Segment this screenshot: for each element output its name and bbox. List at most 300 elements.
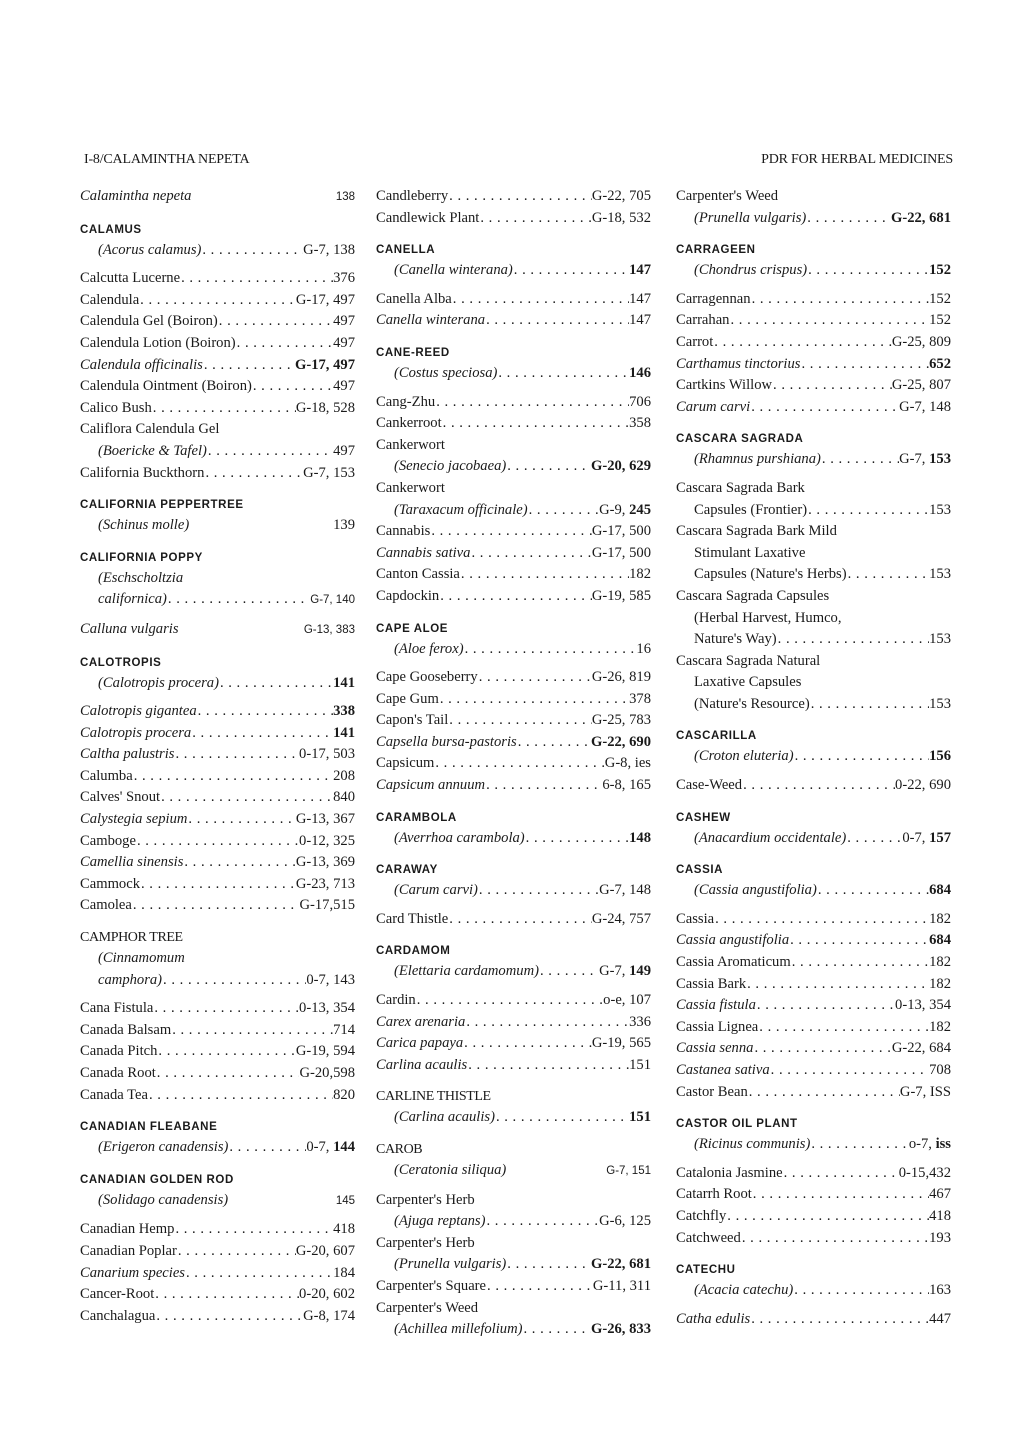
- index-entry: [676, 1038, 951, 1060]
- index-term-line: Cankerwort: [376, 479, 445, 496]
- dot-leader: [810, 1134, 908, 1156]
- index-page-ref: 151: [629, 1056, 651, 1073]
- dot-leader: [191, 723, 333, 745]
- monograph-heading: CASCARA SAGRADA: [676, 433, 804, 446]
- index-entry-line: [80, 1041, 355, 1063]
- index-page-ref: 16: [636, 640, 651, 657]
- index-term: Cang-Zhu: [376, 393, 436, 410]
- index-page-ref: 714: [333, 1021, 355, 1038]
- index-term: Caltha palustris: [80, 746, 175, 763]
- index-term: Carpenter's Square: [376, 1277, 487, 1294]
- index-term: (Calotropis procera): [98, 674, 219, 691]
- dot-leader: [219, 673, 333, 695]
- dot-leader: [207, 441, 333, 463]
- dot-leader: [817, 880, 929, 902]
- index-entry: [376, 289, 651, 311]
- index-entry: [376, 1033, 651, 1055]
- index-page-ref: 163: [929, 1282, 951, 1299]
- index-entry-line: [376, 639, 651, 661]
- index-term-line: Stimulant Laxative: [694, 544, 806, 561]
- index-term: Carica papaya: [376, 1035, 464, 1052]
- index-term: Cassia senna: [676, 1040, 754, 1057]
- index-entry: [80, 1219, 355, 1241]
- index-page-ref: 184: [333, 1264, 355, 1281]
- index-page-bold: 245: [629, 501, 651, 518]
- index-entry: [676, 1309, 951, 1331]
- dot-leader: [770, 1060, 929, 1082]
- monograph-entry: [676, 429, 951, 471]
- dot-leader: [171, 1020, 333, 1042]
- index-page-ref: 147: [629, 262, 651, 279]
- index-term: Cassia Bark: [676, 975, 747, 992]
- index-page-ref: 0-15,432: [898, 1164, 951, 1181]
- index-term: Camboge: [80, 832, 136, 849]
- index-term: Calico Bush: [80, 399, 152, 416]
- index-entry-line: [676, 930, 951, 952]
- index-entry: [376, 1190, 651, 1233]
- index-page-ref: G-22, 681: [891, 209, 951, 226]
- index-entry-line: [80, 998, 355, 1020]
- index-entry: [376, 543, 651, 565]
- dot-leader: [750, 397, 899, 419]
- dot-leader: [435, 392, 629, 414]
- dot-leader: [517, 732, 591, 754]
- index-entry-line: [80, 1241, 355, 1263]
- index-page-ref: 447: [929, 1310, 951, 1327]
- dot-leader: [789, 930, 929, 952]
- dot-leader: [218, 311, 333, 333]
- index-entry-line: [80, 463, 355, 485]
- dot-leader: [495, 1107, 629, 1129]
- index-entry-line: [376, 1107, 651, 1129]
- dot-leader: [513, 260, 629, 282]
- dot-leader: [807, 260, 929, 282]
- index-entry-line: [80, 1020, 355, 1042]
- index-page-ref: G-7, 153: [303, 464, 355, 481]
- index-entry-line: [676, 1038, 951, 1060]
- dot-leader: [236, 333, 333, 355]
- dot-leader: [793, 1280, 929, 1302]
- index-entry-line: [376, 363, 651, 385]
- dot-leader: [439, 689, 629, 711]
- index-entry-line: [676, 354, 951, 376]
- index-term: Canadian Poplar: [80, 1242, 177, 1259]
- index-page-ref: 151: [629, 1109, 651, 1126]
- monograph-entry: [376, 941, 651, 983]
- dot-leader: [742, 775, 895, 797]
- index-entry-line: [80, 701, 355, 723]
- index-term: Calves' Snout: [80, 789, 161, 806]
- index-page-ref: 708: [929, 1062, 951, 1078]
- dot-leader: [162, 970, 306, 992]
- index-page-ref: 182: [929, 954, 951, 971]
- index-entry-line: [80, 766, 355, 788]
- index-term: Cape Gum: [376, 690, 439, 707]
- index-page-ref: 152: [929, 312, 951, 329]
- index-page-ref: G-8, 174: [303, 1307, 355, 1324]
- index-page-bold: 144: [333, 1139, 355, 1156]
- index-term: Case-Weed: [676, 777, 743, 794]
- index-term: Canella winterana: [376, 312, 486, 329]
- index-entry-line: [80, 515, 355, 537]
- dot-leader: [713, 332, 892, 354]
- dot-leader: [160, 787, 333, 809]
- index-term: (Ajuga reptans): [394, 1213, 486, 1230]
- monograph-heading: CANADIAN GOLDEN ROD: [80, 1173, 234, 1186]
- index-term: Capon's Tail: [376, 712, 449, 729]
- index-entry: [376, 990, 651, 1012]
- monograph-heading: CALIFORNIA PEPPERTREE: [80, 499, 244, 512]
- index-term: Camellia sinensis: [80, 854, 184, 871]
- index-entry: [80, 1063, 355, 1085]
- dot-leader: [228, 1137, 306, 1159]
- monograph-heading: CASTOR OIL PLANT: [676, 1118, 798, 1131]
- index-entry-line: [676, 397, 951, 419]
- index-term: Carum carvi: [676, 398, 751, 415]
- index-entry: [376, 1276, 651, 1298]
- dot-leader: [522, 1319, 591, 1341]
- index-term: Capsicum: [376, 755, 435, 772]
- dot-leader: [751, 289, 930, 311]
- index-term: Calcutta Lucerne: [80, 270, 181, 287]
- index-entry: [676, 909, 951, 931]
- dot-leader: [470, 543, 591, 565]
- index-entry: [376, 775, 651, 797]
- index-page-ref: G-18, 528: [295, 399, 355, 416]
- index-entry: [676, 1228, 951, 1250]
- index-page-ref: 153: [929, 631, 951, 648]
- index-page-ref: G-20,598: [299, 1065, 355, 1081]
- index-page-ref: G-11, 311: [592, 1277, 651, 1294]
- index-entry: [80, 831, 355, 853]
- index-entry-line: [376, 310, 651, 332]
- dot-leader: [452, 289, 629, 311]
- index-page-ref: 497: [333, 313, 355, 330]
- dot-leader: [794, 746, 930, 768]
- index-page-ref: 467: [929, 1186, 951, 1203]
- monograph-entry: [80, 548, 355, 612]
- index-term: (Carum carvi): [394, 882, 478, 899]
- index-term: Cancer-Root: [80, 1286, 155, 1303]
- index-term: (Croton eluteria): [694, 748, 794, 765]
- monograph-entry: [376, 808, 651, 850]
- monograph-entry: [80, 220, 355, 262]
- index-page-ref: G-24, 757: [591, 910, 651, 927]
- index-term: Cana Fistula: [80, 1000, 154, 1017]
- index-page-ref: 378: [629, 690, 651, 707]
- index-entry: [80, 290, 355, 312]
- index-term: (Ricinus communis): [694, 1136, 811, 1153]
- dot-leader: [847, 564, 930, 586]
- index-entry-line: [676, 500, 951, 522]
- index-entry: [376, 478, 651, 521]
- index-entry-line: [376, 413, 651, 435]
- index-page-bold: 153: [929, 451, 951, 468]
- dot-leader: [772, 375, 892, 397]
- index-page-ref: G-13, 369: [295, 854, 355, 871]
- index-entry-line: [676, 310, 951, 332]
- index-page-ref: G-18, 532: [591, 209, 651, 226]
- index-entry: [676, 930, 951, 952]
- index-entry: [80, 744, 355, 766]
- index-entry-line: [676, 694, 951, 716]
- index-page-bold: iss: [935, 1136, 951, 1153]
- index-term: Calumba: [80, 767, 133, 784]
- dot-leader: [748, 1082, 900, 1104]
- index-entry-line: [80, 1306, 355, 1328]
- index-term: (Taraxacum officinale): [394, 501, 528, 518]
- dot-leader: [430, 521, 591, 543]
- index-entry-line: [376, 456, 651, 478]
- dot-leader: [442, 413, 629, 435]
- index-entry-line: [80, 1137, 355, 1159]
- index-term: Carrahan: [676, 312, 730, 329]
- index-page-ref: 153: [929, 695, 951, 712]
- index-entry: [80, 268, 355, 290]
- index-entry-line: [376, 500, 651, 522]
- index-entry-line: [80, 333, 355, 355]
- index-term: (Senecio jacobaea): [394, 458, 507, 475]
- index-entry-line: [80, 311, 355, 333]
- monograph-heading: CARRAGEEN: [676, 244, 756, 257]
- index-term: Capsicum annuum: [376, 777, 486, 794]
- index-entry-line: [376, 961, 651, 983]
- index-term-line: Carpenter's Weed: [676, 188, 779, 204]
- index-page-ref: 6-8, 165: [602, 777, 651, 794]
- index-term: Carragennan: [676, 290, 751, 307]
- index-entry-line: [676, 1184, 951, 1206]
- index-term: (Rhamnus purshiana): [694, 451, 821, 468]
- monograph-heading: CAROB: [376, 1142, 423, 1157]
- index-page-ref: G-22, 690: [591, 733, 651, 750]
- index-term-line: Cascara Sagrada Bark Mild: [676, 523, 837, 540]
- index-page-ref: 156: [929, 748, 951, 765]
- index-page-ref: G-13, 383: [303, 623, 355, 636]
- dot-leader: [416, 990, 603, 1012]
- dot-leader: [157, 1041, 295, 1063]
- index-entry-line: [80, 1219, 355, 1241]
- index-page-ref: 146: [629, 364, 651, 381]
- index-term: Cassia Lignea: [676, 1018, 759, 1035]
- index-term: Castor Bean: [676, 1083, 748, 1100]
- dot-leader: [197, 701, 333, 723]
- index-entry-line: [376, 909, 651, 931]
- index-term-line: Carpenter's Herb: [376, 1191, 475, 1208]
- index-term: Calotropis gigantea: [80, 703, 197, 720]
- index-page-ref: 0-13, 354: [299, 1000, 355, 1017]
- dot-leader: [485, 1211, 599, 1233]
- index-entry-line: [676, 449, 951, 471]
- index-entry: [676, 186, 951, 229]
- monograph-heading: CARAMBOLA: [376, 811, 457, 824]
- index-page-ref: G-17, 497: [295, 356, 355, 373]
- index-entry: [80, 809, 355, 831]
- index-page-ref: G-23, 713: [295, 875, 355, 892]
- index-page-ref: 153: [929, 566, 951, 583]
- index-entry-line: [80, 398, 355, 420]
- index-term: Capdockin: [376, 587, 440, 604]
- monograph-heading: CALAMUS: [80, 223, 142, 236]
- monograph-entry: [376, 1087, 651, 1129]
- index-page-ref: 141: [333, 724, 355, 741]
- index-term: Calendula officinalis: [80, 356, 203, 373]
- index-entry: [676, 521, 951, 586]
- index-entry-line: [376, 1319, 651, 1341]
- index-page-ref: o-e, 107: [603, 992, 651, 1009]
- index-page-ref: o-7, iss: [908, 1136, 951, 1153]
- monograph-entry: [676, 808, 951, 850]
- dot-leader: [448, 909, 592, 931]
- dot-leader: [846, 828, 902, 850]
- index-entry-line: [80, 744, 355, 766]
- index-page-ref: 0-13, 354: [895, 997, 951, 1014]
- index-entry: [80, 766, 355, 788]
- dot-leader: [729, 310, 929, 332]
- index-entry-line: [376, 689, 651, 711]
- dot-leader: [167, 589, 310, 611]
- index-term: Canada Balsam: [80, 1021, 172, 1038]
- index-term: (Aloe ferox): [394, 640, 464, 657]
- dot-leader: [204, 463, 303, 485]
- index-entry-line: [676, 1082, 951, 1104]
- index-term: Cassia Aromaticum: [676, 954, 791, 971]
- index-entry: [376, 710, 651, 732]
- index-page-ref: 0-12, 325: [299, 832, 355, 849]
- index-page-ref: 141: [333, 674, 355, 691]
- monograph-entry: [676, 1114, 951, 1156]
- index-entry-line: [376, 521, 651, 543]
- index-column-3: [676, 186, 951, 1330]
- monograph-entry: [80, 1170, 355, 1213]
- index-page-ref: 182: [629, 566, 651, 583]
- index-page-ref: 684: [929, 932, 951, 949]
- index-entry-line: [376, 564, 651, 586]
- index-entry-line: [376, 543, 651, 565]
- index-entry: [80, 723, 355, 745]
- index-entry: [80, 186, 355, 209]
- dot-leader: [174, 744, 299, 766]
- index-entry: [80, 1263, 355, 1285]
- index-term: (Boericke & Tafel): [98, 442, 207, 459]
- index-term: Canada Root: [80, 1065, 156, 1081]
- index-entry-line: [80, 1063, 355, 1085]
- index-entry: [676, 952, 951, 974]
- index-page-ref: 208: [333, 767, 355, 784]
- dot-leader: [467, 1055, 629, 1077]
- index-page-ref: G-25, 807: [891, 377, 951, 394]
- dot-leader: [434, 753, 604, 775]
- index-term: (Schinus molle): [98, 517, 190, 534]
- index-page-ref: G-19, 585: [591, 587, 651, 604]
- index-term: (Prunella vulgaris): [694, 209, 807, 226]
- dot-leader: [485, 775, 602, 797]
- index-term: Cassia fistula: [676, 997, 756, 1014]
- index-page-ref: G-17,515: [299, 897, 355, 914]
- index-entry-line: [376, 1254, 651, 1276]
- index-entry: [676, 310, 951, 332]
- index-page-ref: G-7, 138: [303, 241, 355, 258]
- index-entry-line: [676, 564, 951, 586]
- index-page-ref: G-26, 819: [591, 669, 651, 686]
- index-entry-line: [80, 787, 355, 809]
- monograph-entry: [80, 1117, 355, 1159]
- index-column-2: [376, 186, 651, 1341]
- index-entry-line: [80, 1190, 355, 1213]
- dot-leader: [486, 1276, 593, 1298]
- index-term-line: Laxative Capsules: [694, 674, 802, 691]
- index-entry-line: [376, 289, 651, 311]
- index-page-ref: 182: [929, 1018, 951, 1035]
- index-entry: [80, 1085, 355, 1107]
- index-page-ref: G-26, 833: [591, 1321, 651, 1338]
- index-page-ref: G-17, 500: [591, 544, 651, 561]
- dot-leader: [133, 766, 333, 788]
- index-term: Calendula: [80, 291, 140, 308]
- index-entry: [676, 1082, 951, 1104]
- index-term: Carlina acaulis: [376, 1056, 468, 1073]
- index-term: Cartkins Willow: [676, 377, 773, 394]
- index-entry-line: [376, 1276, 651, 1298]
- index-entry-line: [80, 186, 355, 209]
- index-page-ref: G-20, 607: [295, 1242, 355, 1259]
- index-term: Candleberry: [376, 188, 449, 204]
- index-term: (Prunella vulgaris): [394, 1256, 507, 1273]
- index-entry: [676, 1206, 951, 1228]
- dot-leader: [783, 1163, 899, 1185]
- monograph-heading: CATECHU: [676, 1264, 736, 1277]
- index-page-ref: G-25, 783: [591, 712, 651, 729]
- monograph-heading: CANELLA: [376, 244, 436, 257]
- index-page-ref: 358: [629, 415, 651, 432]
- monograph-heading: CAPE ALOE: [376, 622, 449, 635]
- index-page-ref: G-22, 681: [591, 1256, 651, 1273]
- index-term: Canella Alba: [376, 290, 452, 307]
- index-entry: [676, 995, 951, 1017]
- dot-leader: [497, 363, 629, 385]
- index-page-ref: G-7, 153: [899, 451, 951, 468]
- dot-leader: [153, 998, 299, 1020]
- index-term: camphora): [98, 971, 163, 988]
- dot-leader: [806, 208, 891, 230]
- index-term: Cannabis sativa: [376, 544, 471, 561]
- monograph-heading: CALIFORNIA POPPY: [80, 551, 203, 564]
- index-term: Catalonia Jasmine: [676, 1164, 783, 1181]
- index-entry-line: [676, 375, 951, 397]
- dot-leader: [174, 1219, 333, 1241]
- dot-leader: [746, 974, 929, 996]
- dot-leader: [726, 1206, 929, 1228]
- index-term: Castanea sativa: [676, 1062, 770, 1078]
- index-term: (Costus speciosa): [394, 364, 498, 381]
- index-entry-line: [80, 852, 355, 874]
- index-entry: [376, 564, 651, 586]
- monograph-heading: CARAWAY: [376, 864, 438, 877]
- index-term: Canarium species: [80, 1264, 185, 1281]
- dot-leader: [439, 586, 592, 608]
- index-entry: [676, 974, 951, 996]
- index-entry-line: [80, 268, 355, 290]
- index-entry: [676, 775, 951, 797]
- index-term: Card Thistle: [376, 910, 449, 927]
- index-page-ref: 0-20, 602: [299, 1286, 355, 1303]
- index-page-ref: G-19, 594: [295, 1043, 355, 1060]
- index-term: (Chondrus crispus): [694, 262, 808, 279]
- index-entry: [376, 689, 651, 711]
- index-term: Cankerroot: [376, 415, 442, 432]
- index-entry: [80, 333, 355, 355]
- index-entry-line: [676, 208, 951, 230]
- index-entry-line: [676, 332, 951, 354]
